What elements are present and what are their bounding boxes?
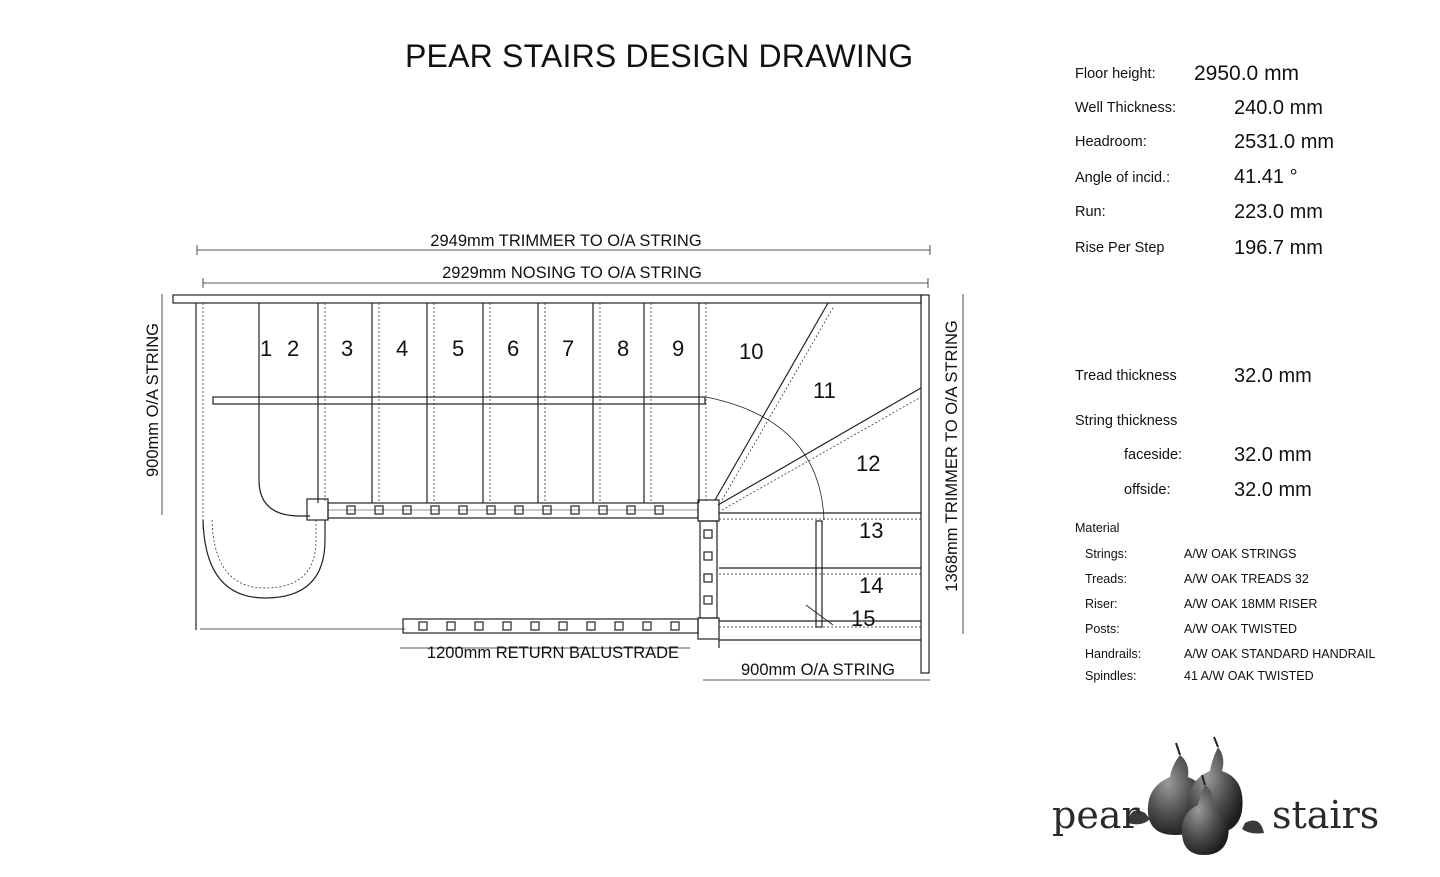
material-value-posts: A/W OAK TWISTED — [1184, 622, 1297, 636]
step-number-3: 3 — [341, 336, 354, 361]
step-number-15: 15 — [851, 606, 876, 631]
angle-value: 41.41 ° — [1234, 166, 1298, 188]
well-thickness-value: 240.0 mm — [1234, 97, 1323, 119]
material-label-riser: Riser: — [1085, 597, 1118, 611]
material-value-riser: A/W OAK 18MM RISER — [1184, 597, 1318, 611]
material-label-posts: Posts: — [1085, 622, 1120, 636]
step-number-10: 10 — [739, 339, 764, 364]
material-value-strings: A/W OAK STRINGS — [1184, 547, 1297, 561]
step-number-7: 7 — [562, 336, 575, 361]
flight-balustrade — [328, 503, 698, 518]
tread-thickness-value: 32.0 mm — [1234, 365, 1312, 387]
newel-post-turn — [698, 500, 719, 521]
material-label-treads: Treads: — [1085, 572, 1127, 586]
return-balustrade — [403, 619, 698, 633]
step-number-5: 5 — [452, 336, 465, 361]
offside-value: 32.0 mm — [1234, 479, 1312, 501]
run-value: 223.0 mm — [1234, 201, 1323, 223]
nosing-dimension-label: 2929mm NOSING TO O/A STRING — [442, 264, 702, 282]
material-label-strings: Strings: — [1085, 547, 1128, 561]
right-trimmer-label: 1368mm TRIMMER TO O/A STRING — [943, 320, 961, 592]
floor-height-value: 2950.0 mm — [1194, 62, 1300, 85]
floor-height-label: Floor height: — [1075, 66, 1156, 82]
top-string — [173, 295, 921, 303]
step-number-8: 8 — [617, 336, 630, 361]
material-label-handrails: Handrails: — [1085, 647, 1142, 661]
headroom-label: Headroom: — [1075, 134, 1147, 150]
trimmer-dimension-label: 2949mm TRIMMER TO O/A STRING — [430, 232, 702, 250]
angle-label: Angle of incid.: — [1075, 170, 1171, 186]
material-value-handrails: A/W OAK STANDARD HANDRAIL — [1184, 647, 1376, 661]
return-balustrade-label: 1200mm RETURN BALUSTRADE — [426, 644, 680, 662]
logo-word-stairs: stairs — [1272, 793, 1380, 837]
faceside-label: faceside: — [1124, 447, 1183, 463]
newel-post-bottom — [698, 618, 719, 639]
rise-value: 196.7 mm — [1234, 237, 1323, 259]
step-risers — [318, 303, 706, 503]
material-value-spindles: 41 A/W OAK TWISTED — [1184, 669, 1314, 683]
run-label: Run: — [1075, 204, 1106, 220]
step-number-2: 2 — [287, 336, 300, 361]
left-string-label: 900mm O/A STRING — [144, 322, 162, 478]
headroom-value: 2531.0 mm — [1234, 131, 1335, 153]
bottom-string-label: 900mm O/A STRING — [740, 661, 896, 679]
page-title: PEAR STAIRS DESIGN DRAWING — [405, 38, 914, 74]
bullnose-curve — [203, 520, 325, 598]
material-value-treads: A/W OAK TREADS 32 — [1184, 572, 1309, 586]
step-1-outline — [259, 303, 310, 516]
tread-thickness-label: Tread thickness — [1075, 368, 1177, 384]
step-number-6: 6 — [507, 336, 520, 361]
faceside-value: 32.0 mm — [1234, 444, 1312, 466]
logo-word-pear: pear — [1052, 793, 1140, 837]
material-heading: Material — [1075, 521, 1120, 535]
pear-stairs-logo — [1050, 735, 1380, 865]
rise-label: Rise Per Step — [1075, 240, 1165, 256]
step-number-14: 14 — [859, 573, 884, 598]
right-string — [921, 295, 929, 673]
step-number-12: 12 — [856, 451, 881, 476]
step-number-9: 9 — [672, 336, 685, 361]
step-number-1: 1 — [260, 336, 273, 361]
offside-label: offside: — [1124, 482, 1171, 498]
step-number-11: 11 — [813, 378, 836, 403]
string-thickness-label: String thickness — [1075, 413, 1178, 429]
material-label-spindles: Spindles: — [1085, 669, 1137, 683]
vertical-balustrade — [700, 521, 717, 618]
well-thickness-label: Well Thickness: — [1075, 100, 1176, 116]
step-number-4: 4 — [396, 336, 409, 361]
inner-handrail — [213, 397, 705, 404]
step-number-13: 13 — [859, 518, 884, 543]
